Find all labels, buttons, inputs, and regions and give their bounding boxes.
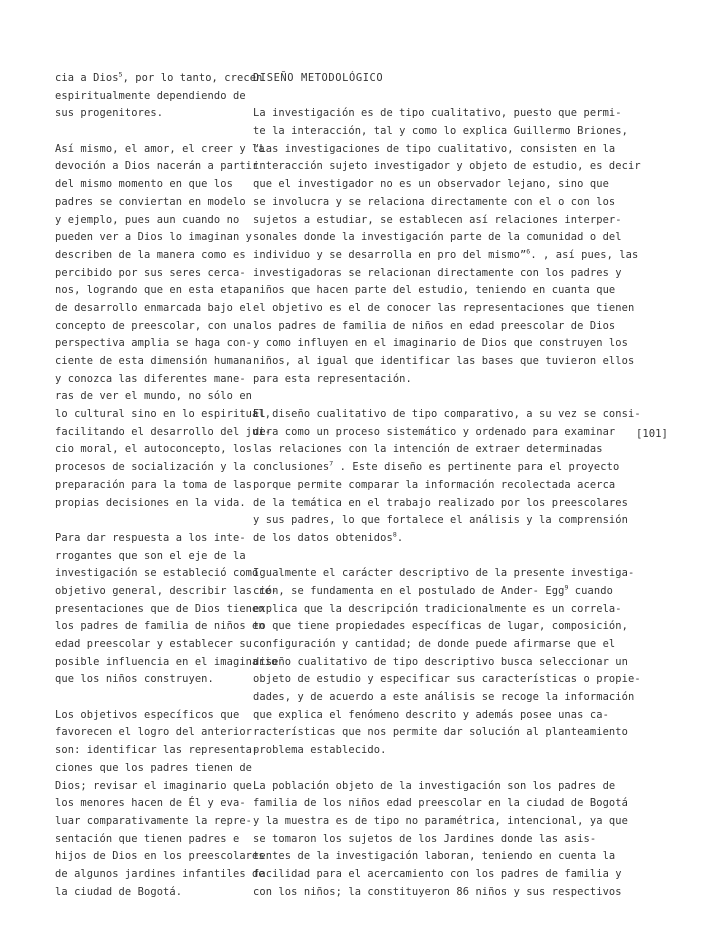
text-line: “Las investigaciones de tipo cualitativo, consisten en la bbox=[253, 142, 616, 155]
text-line: sus progenitores. bbox=[55, 107, 164, 120]
text-line: La población objeto de la investigación son los padres de bbox=[253, 779, 616, 792]
text-line: edad preescolar y establecer su bbox=[55, 638, 253, 650]
footnote-ref: 5 bbox=[118, 70, 123, 79]
text-line: Los objetivos específicos que bbox=[55, 708, 240, 721]
footnote-ref: 9 bbox=[564, 583, 569, 592]
text-line: dades, y de acuerdo a este análisis se recoge la información bbox=[253, 691, 635, 704]
text-line: pueden ver a Dios lo imaginan y bbox=[55, 231, 253, 244]
text-line: sonales donde la investigación parte de la comunidad o del bbox=[253, 231, 622, 244]
text-line: hijos de Dios en los preescolares bbox=[55, 850, 265, 863]
text-line: describen de la manera como es bbox=[55, 248, 246, 261]
text-line: las relaciones con la intención de extraer determinadas bbox=[253, 443, 603, 456]
text-line: configuración y cantidad; de donde puede afirmarse que el bbox=[253, 638, 616, 650]
text-line: perspectiva amplia se haga con- bbox=[55, 337, 253, 350]
text-line: diseño cualitativo de tipo descriptivo busca seleccionar un bbox=[253, 655, 628, 668]
text-line: para esta representación. bbox=[253, 372, 412, 385]
text-line: percibido por sus seres cerca- bbox=[55, 266, 246, 279]
text-line: familia de los niños edad preescolar en la ciudad de Bogotá bbox=[253, 797, 628, 810]
text-line: favorecen el logro del anterior bbox=[55, 726, 253, 739]
text-line: procesos de socialización y la bbox=[55, 461, 246, 474]
text-line: niños que hacen parte del estudio, teniendo en cuanta que bbox=[253, 284, 616, 297]
text-line: del mismo momento en que los bbox=[55, 178, 233, 191]
text-line: cia a Dios$^5$, por lo tanto, crecen bbox=[55, 70, 263, 84]
text-line: preparación para la toma de las bbox=[55, 478, 253, 491]
text-line: te la interacción, tal y como lo explica Guillermo Briones, bbox=[253, 125, 628, 138]
text-line: investigación se estableció como bbox=[55, 567, 259, 580]
text-line: lo cultural sino en lo espiritual, bbox=[55, 408, 272, 421]
text-line: presentaciones que de Dios tienen bbox=[55, 602, 265, 615]
section-heading: DISEÑO METODOLÓGICO bbox=[253, 72, 384, 84]
text-line: Igualmente el carácter descriptivo de la presente investiga- bbox=[253, 567, 635, 580]
text-line: ciente de esta dimensión humana bbox=[55, 355, 253, 367]
text-line: y conozca las diferentes mane- bbox=[55, 372, 246, 385]
page-number: [101] bbox=[636, 428, 668, 440]
text-line: facilidad para el acercamiento con los padres de familia y bbox=[253, 867, 622, 880]
text-line: el objetivo es el de conocer las representaciones que tienen bbox=[253, 301, 635, 314]
text-line: de algunos jardines infantiles de bbox=[55, 867, 265, 880]
text-line: se involucra y se relaciona directamente con el o con los bbox=[253, 195, 616, 208]
right-paragraph-1 bbox=[253, 105, 641, 388]
text-line: devoción a Dios nacerán a partir bbox=[55, 160, 259, 173]
footnote-ref: 8 bbox=[392, 530, 397, 539]
text-line: individuo y se desarrolla en pro del mismo”$^6$. , así pues, las bbox=[253, 247, 639, 261]
text-line: El diseño cualitativo de tipo comparativo, a su vez se consi- bbox=[253, 408, 641, 421]
text-line: y la muestra es de tipo no paramétrica, intencional, ya que bbox=[253, 814, 628, 827]
text-line: se tomaron los sujetos de los Jardines donde las asis- bbox=[253, 832, 597, 845]
text-line: objetivo general, describir las re- bbox=[55, 584, 278, 597]
text-line: investigadoras se relacionan directamente con los padres y bbox=[253, 266, 622, 279]
left-paragraph-3 bbox=[55, 530, 278, 689]
text-line: conclusiones$^7$ . Este diseño es pertinente para el proyecto bbox=[253, 459, 620, 474]
text-line: tentes de la investigación laboran, teniendo en cuenta la bbox=[253, 850, 616, 863]
footnote-ref: 7 bbox=[329, 459, 334, 468]
text-line: porque permite comparar la información recolectada acerca bbox=[253, 478, 616, 491]
text-line: y como influyen en el imaginario de Dios que construyen los bbox=[253, 337, 628, 350]
left-column bbox=[55, 70, 278, 901]
left-paragraph-2 bbox=[55, 141, 272, 512]
text-line: y ejemplo, pues aun cuando no bbox=[55, 213, 240, 226]
right-paragraph-2 bbox=[253, 406, 641, 548]
text-line: nos, logrando que en esta etapa bbox=[55, 284, 253, 297]
text-line: Así mismo, el amor, el creer y la bbox=[55, 142, 265, 155]
text-line: de la temática en el trabajo realizado por los preescolares bbox=[253, 496, 628, 509]
text-line: posible influencia en el imaginario bbox=[55, 655, 278, 668]
text-line: Dios; revisar el imaginario que bbox=[55, 779, 253, 792]
text-line: propias decisiones en la vida. bbox=[55, 496, 246, 509]
left-paragraph-1 bbox=[55, 70, 263, 123]
text-line: de desarrollo enmarcada bajo el bbox=[55, 301, 253, 314]
text-line: Para dar respuesta a los inte- bbox=[55, 531, 246, 544]
text-line: rrogantes que son el eje de la bbox=[55, 549, 246, 562]
text-line: problema establecido. bbox=[253, 744, 387, 757]
text-line: padres se conviertan en modelo bbox=[55, 195, 246, 208]
text-line: la ciudad de Bogotá. bbox=[55, 885, 183, 898]
text-line: interacción sujeto investigador y objeto de estudio, es decir bbox=[253, 160, 641, 173]
text-line: que explica el fenómeno descrito y además posee unas ca- bbox=[253, 708, 609, 721]
text-line: los padres de familia de niños en bbox=[55, 620, 265, 633]
text-line: to que tiene propiedades específicas de lugar, composición, bbox=[253, 620, 628, 633]
text-line: sujetos a estudiar, se establecen así relaciones interper- bbox=[253, 213, 622, 226]
right-paragraph-4 bbox=[253, 778, 628, 902]
text-line: La investigación es de tipo cualitativo, puesto que permi- bbox=[253, 107, 622, 120]
text-line: ciones que los padres tienen de bbox=[55, 761, 253, 774]
text-line: dera como un proceso sistemático y ordenado para examinar bbox=[253, 425, 616, 438]
text-line: objeto de estudio y especificar sus características o propie- bbox=[253, 673, 641, 686]
text-line: niños, al igual que identificar las bases que tuvieron ellos bbox=[253, 355, 635, 367]
text-line: facilitando el desarrollo del jui- bbox=[55, 425, 272, 438]
text-line: racterísticas que nos permite dar solución al planteamiento bbox=[253, 726, 628, 739]
right-paragraph-3 bbox=[253, 565, 641, 760]
text-line: luar comparativamente la repre- bbox=[55, 814, 253, 827]
text-line: ción, se fundamenta en el postulado de Ander- Egg$^9$ cuando bbox=[253, 583, 613, 597]
text-line: cio moral, el autoconcepto, los bbox=[55, 443, 253, 456]
text-line: explica que la descripción tradicionalmente es un correla- bbox=[253, 602, 622, 615]
text-line: y sus padres, lo que fortalece el análisis y la comprensión bbox=[253, 514, 628, 527]
text-line: son: identificar las representa- bbox=[55, 744, 259, 757]
text-line: sentación que tienen padres e bbox=[55, 832, 240, 845]
footnote-ref: 6 bbox=[526, 247, 531, 256]
text-line: los padres de familia de niños en edad preescolar de Dios bbox=[253, 319, 616, 332]
text-line: espiritualmente dependiendo de bbox=[55, 89, 246, 102]
text-line: ras de ver el mundo, no sólo en bbox=[55, 390, 253, 403]
text-line: con los niños; la constituyeron 86 niños y sus respectivos bbox=[253, 885, 622, 898]
text-line: los menores hacen de Él y eva- bbox=[55, 797, 246, 810]
text-line: de los datos obtenidos$^8$. bbox=[253, 530, 404, 544]
text-line: concepto de preescolar, con una bbox=[55, 319, 253, 332]
text-line: que los niños construyen. bbox=[55, 673, 214, 686]
right-column bbox=[253, 70, 641, 901]
left-paragraph-4 bbox=[55, 707, 265, 902]
text-line: que el investigador no es un observador lejano, sino que bbox=[253, 178, 609, 191]
